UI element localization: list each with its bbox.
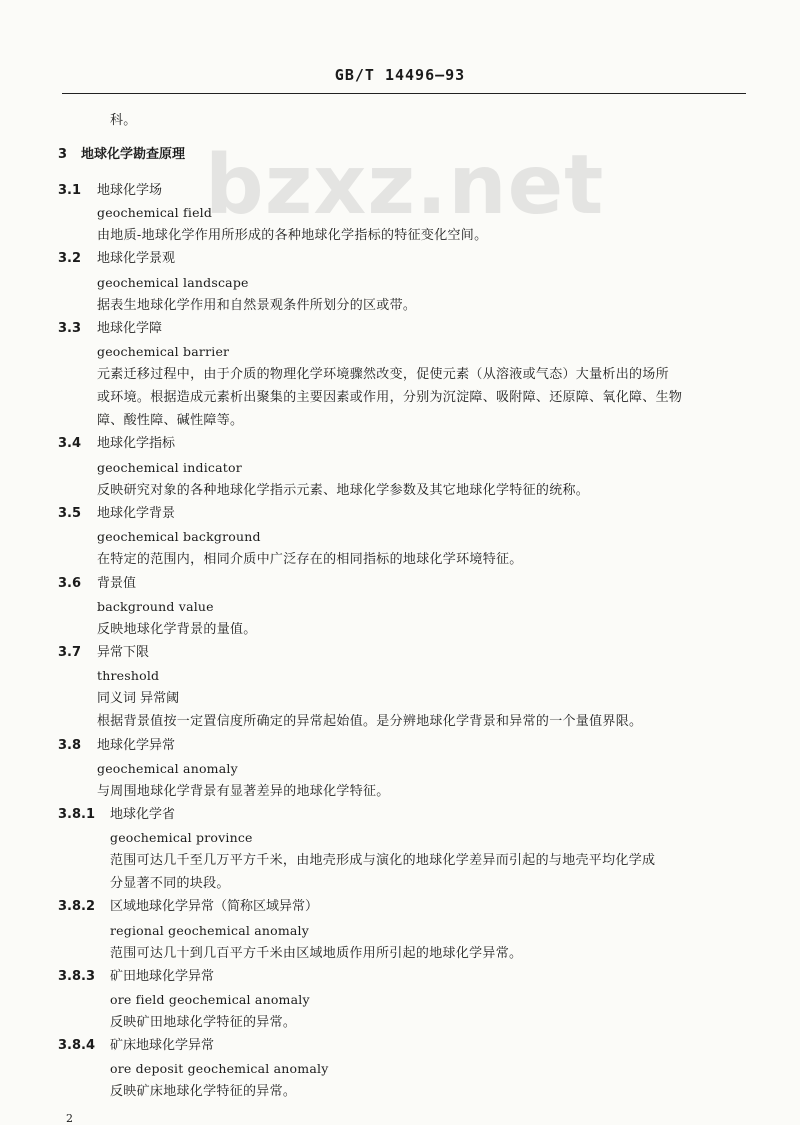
term-definition-line: 障、酸性障、碱性障等。 [97, 413, 244, 428]
term-english: geochemical landscape [97, 275, 249, 290]
term-english: geochemical anomaly [97, 761, 238, 776]
term-definition-line: 反映矿床地球化学特征的异常。 [110, 1084, 297, 1099]
term-english: threshold [97, 668, 160, 683]
term-definition-line: 根据背景值按一定置信度所确定的异常起始值。是分辨地球化学背景和异常的一个量值界限。 [97, 714, 643, 729]
term-number: 3.8.1 [58, 807, 96, 822]
term-number: 3.7 [58, 645, 82, 660]
header-rule [62, 93, 746, 94]
term-definition-line: 反映地球化学背景的量值。 [97, 622, 257, 637]
term-synonym: 同义词 异常阈 [97, 691, 180, 706]
term-definition-line: 元素迁移过程中，由于介质的物理化学环境骤然改变，促使元素（从溶液或气态）大量析出的场所 [97, 367, 669, 382]
term-definition-line: 范围可达几千至几万平方千米，由地壳形成与演化的地球化学差异而引起的与地壳平均化学成 [110, 853, 656, 868]
term-definition-line: 据表生地球化学作用和自然景观条件所划分的区或带。 [97, 298, 417, 313]
term-english: geochemical background [97, 529, 261, 544]
term-number: 3.6 [58, 576, 82, 591]
term-title: 地球化学指标 [97, 436, 176, 451]
term-english: regional geochemical anomaly [110, 923, 310, 938]
term-definition-line: 反映研究对象的各种地球化学指示元素、地球化学参数及其它地球化学特征的统称。 [97, 483, 590, 498]
term-english: ore field geochemical anomaly [110, 992, 310, 1007]
term-definition-line: 范围可达几十到几百平方千米由区域地质作用所引起的地球化学异常。 [110, 946, 523, 961]
term-definition-line: 与周围地球化学背景有显著差异的地球化学特征。 [97, 784, 390, 799]
standard-code-header: GB/T 14496—93 [334, 66, 466, 84]
continuation-text: 科。 [110, 113, 137, 128]
term-definition-line: 由地质-地球化学作用所形成的各种地球化学指标的特征变化空间。 [97, 228, 488, 243]
term-title: 矿田地球化学异常 [110, 969, 215, 984]
term-title: 区域地球化学异常（简称区域异常） [110, 899, 319, 914]
term-title: 地球化学场 [97, 183, 163, 198]
page-number: 2 [66, 1112, 73, 1125]
term-number: 3.8.4 [58, 1038, 96, 1053]
term-english: geochemical province [110, 830, 253, 845]
term-title: 地球化学异常 [97, 738, 176, 753]
term-title: 地球化学背景 [97, 506, 176, 521]
term-number: 3.1 [58, 183, 82, 198]
term-number: 3.4 [58, 436, 82, 451]
term-title: 背景值 [97, 576, 137, 591]
term-english: geochemical indicator [97, 460, 242, 475]
term-number: 3.8.3 [58, 969, 96, 984]
term-title: 异常下限 [97, 645, 150, 660]
term-title: 矿床地球化学异常 [110, 1038, 215, 1053]
term-english: geochemical field [97, 205, 213, 220]
term-number: 3.8 [58, 738, 82, 753]
watermark: bzxz.net [205, 138, 605, 233]
term-english: geochemical barrier [97, 344, 230, 359]
section-title: 地球化学勘查原理 [81, 147, 186, 162]
term-english: background value [97, 599, 214, 614]
term-definition-line: 分显著不同的块段。 [110, 876, 230, 891]
term-number: 3.5 [58, 506, 82, 521]
term-definition-line: 在特定的范围内，相同介质中广泛存在的相同指标的地球化学环境特征。 [97, 552, 523, 567]
term-title: 地球化学景观 [97, 251, 176, 266]
term-definition-line: 反映矿田地球化学特征的异常。 [110, 1015, 297, 1030]
term-title: 地球化学省 [110, 807, 176, 822]
term-definition-line: 或环境。根据造成元素析出聚集的主要因素或作用，分别为沉淀障、吸附障、还原障、氧化障、生物 [97, 390, 683, 405]
term-number: 3.3 [58, 321, 82, 336]
term-number: 3.8.2 [58, 899, 96, 914]
term-title: 地球化学障 [97, 321, 163, 336]
term-number: 3.2 [58, 251, 82, 266]
term-english: ore deposit geochemical anomaly [110, 1061, 329, 1076]
section-number: 3 [58, 147, 68, 162]
